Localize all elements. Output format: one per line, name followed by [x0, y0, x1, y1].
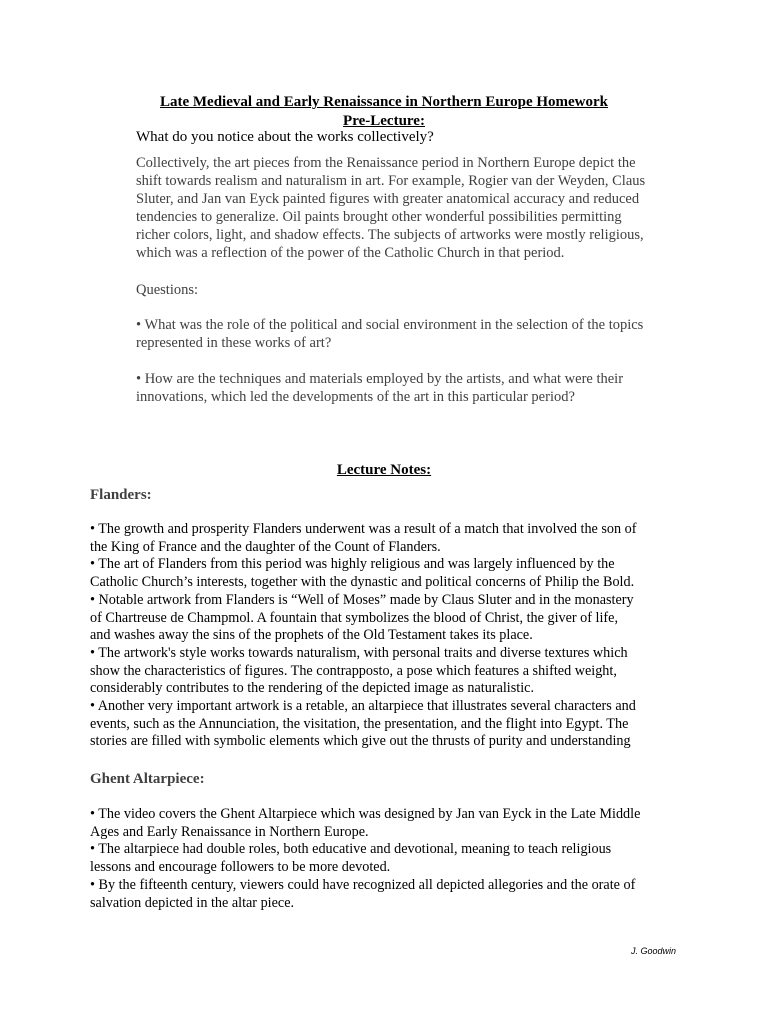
pre-lecture-answer: [136, 154, 696, 262]
note-line: of Chartreuse de Champmol. A fountain that symbolizes the blood of Christ, the giver of life,: [90, 609, 618, 626]
lecture-notes-heading: Lecture Notes:: [336, 462, 432, 478]
note-line: salvation depicted in the altar piece.: [90, 894, 295, 911]
answer-line: tendencies to generalize. Oil paints brought other wonderful possibilities permitting: [136, 209, 622, 225]
question-1: [136, 316, 696, 352]
note-line: Catholic Church’s interests, together with the dynastic and political concerns of Philip the Bold.: [90, 574, 635, 591]
note-line: • Another very important artwork is a retable, an altarpiece that illustrates several characters and: [90, 698, 636, 715]
note-line: the King of France and the daughter of the Count of Flanders.: [90, 538, 441, 555]
questions-label: Questions:: [136, 282, 199, 298]
note-line: • The video covers the Ghent Altarpiece which was designed by Jan van Eyck in the Late Middle: [90, 806, 641, 822]
note-line: and washes away the sins of the prophets of the Old Testament takes its place.: [90, 627, 533, 644]
author-signature: J. Goodwin: [630, 946, 676, 956]
answer-line: which was a reflection of the power of the Catholic Church in that period.: [136, 245, 565, 261]
answer-line: Collectively, the art pieces from the Renaissance period in Northern Europe depict the: [136, 155, 636, 171]
note-line: • The artwork's style works towards naturalism, with personal traits and diverse textures which: [90, 644, 628, 661]
flanders-heading: Flanders:: [90, 487, 152, 503]
pre-lecture-heading: Pre-Lecture:: [343, 113, 425, 129]
answer-line: Sluter, and Jan van Eyck painted figures with greater anatomical accuracy and reduced: [136, 191, 640, 207]
answer-line: shift towards realism and naturalism in art. For example, Rogier van der Weyden, Claus: [136, 173, 646, 189]
flanders-notes: [90, 521, 680, 751]
ghent-notes: [90, 806, 680, 912]
note-line: • The art of Flanders from this period was highly religious and was largely influenced by the: [90, 556, 615, 573]
note-line: lessons and encourage followers to be more devoted.: [90, 859, 391, 876]
ghent-altarpiece-heading: Ghent Altarpiece:: [90, 771, 205, 787]
question-line: • How are the techniques and materials employed by the artists, and what were their: [136, 371, 624, 387]
note-line: considerably contributes to the rendering of the depicted image as naturalistic.: [90, 680, 534, 697]
note-line: Ages and Early Renaissance in Northern Europe.: [90, 823, 369, 840]
note-line: stories are filled with symbolic elements which give out the thrusts of purity and understanding: [90, 733, 631, 750]
pre-lecture-prompt: What do you notice about the works collectively?: [136, 129, 434, 145]
answer-line: richer colors, light, and shadow effects. The subjects of artworks were mostly religious,: [136, 227, 644, 243]
question-line: • What was the role of the political and social environment in the selection of the topics: [136, 317, 644, 333]
note-line: • The growth and prosperity Flanders underwent was a result of a match that involved the son of: [90, 521, 637, 537]
note-line: • By the fifteenth century, viewers could have recognized all depicted allegories and the orate of: [90, 876, 636, 893]
note-line: • Notable artwork from Flanders is “Well of Moses” made by Claus Sluter and in the monastery: [90, 591, 634, 608]
question-2: [136, 370, 696, 406]
question-line: represented in these works of art?: [136, 335, 332, 351]
note-line: show the characteristics of figures. The contrapposto, a pose which features a shifted weight,: [90, 662, 617, 679]
question-line: innovations, which led the developments of the art in this particular period?: [136, 389, 575, 405]
document-title: Late Medieval and Early Renaissance in Northern Europe Homework: [159, 94, 609, 110]
note-line: • The altarpiece had double roles, both educative and devotional, meaning to teach religious: [90, 841, 612, 858]
note-line: events, such as the Annunciation, the visitation, the presentation, and the flight into Egypt. The: [90, 715, 629, 732]
